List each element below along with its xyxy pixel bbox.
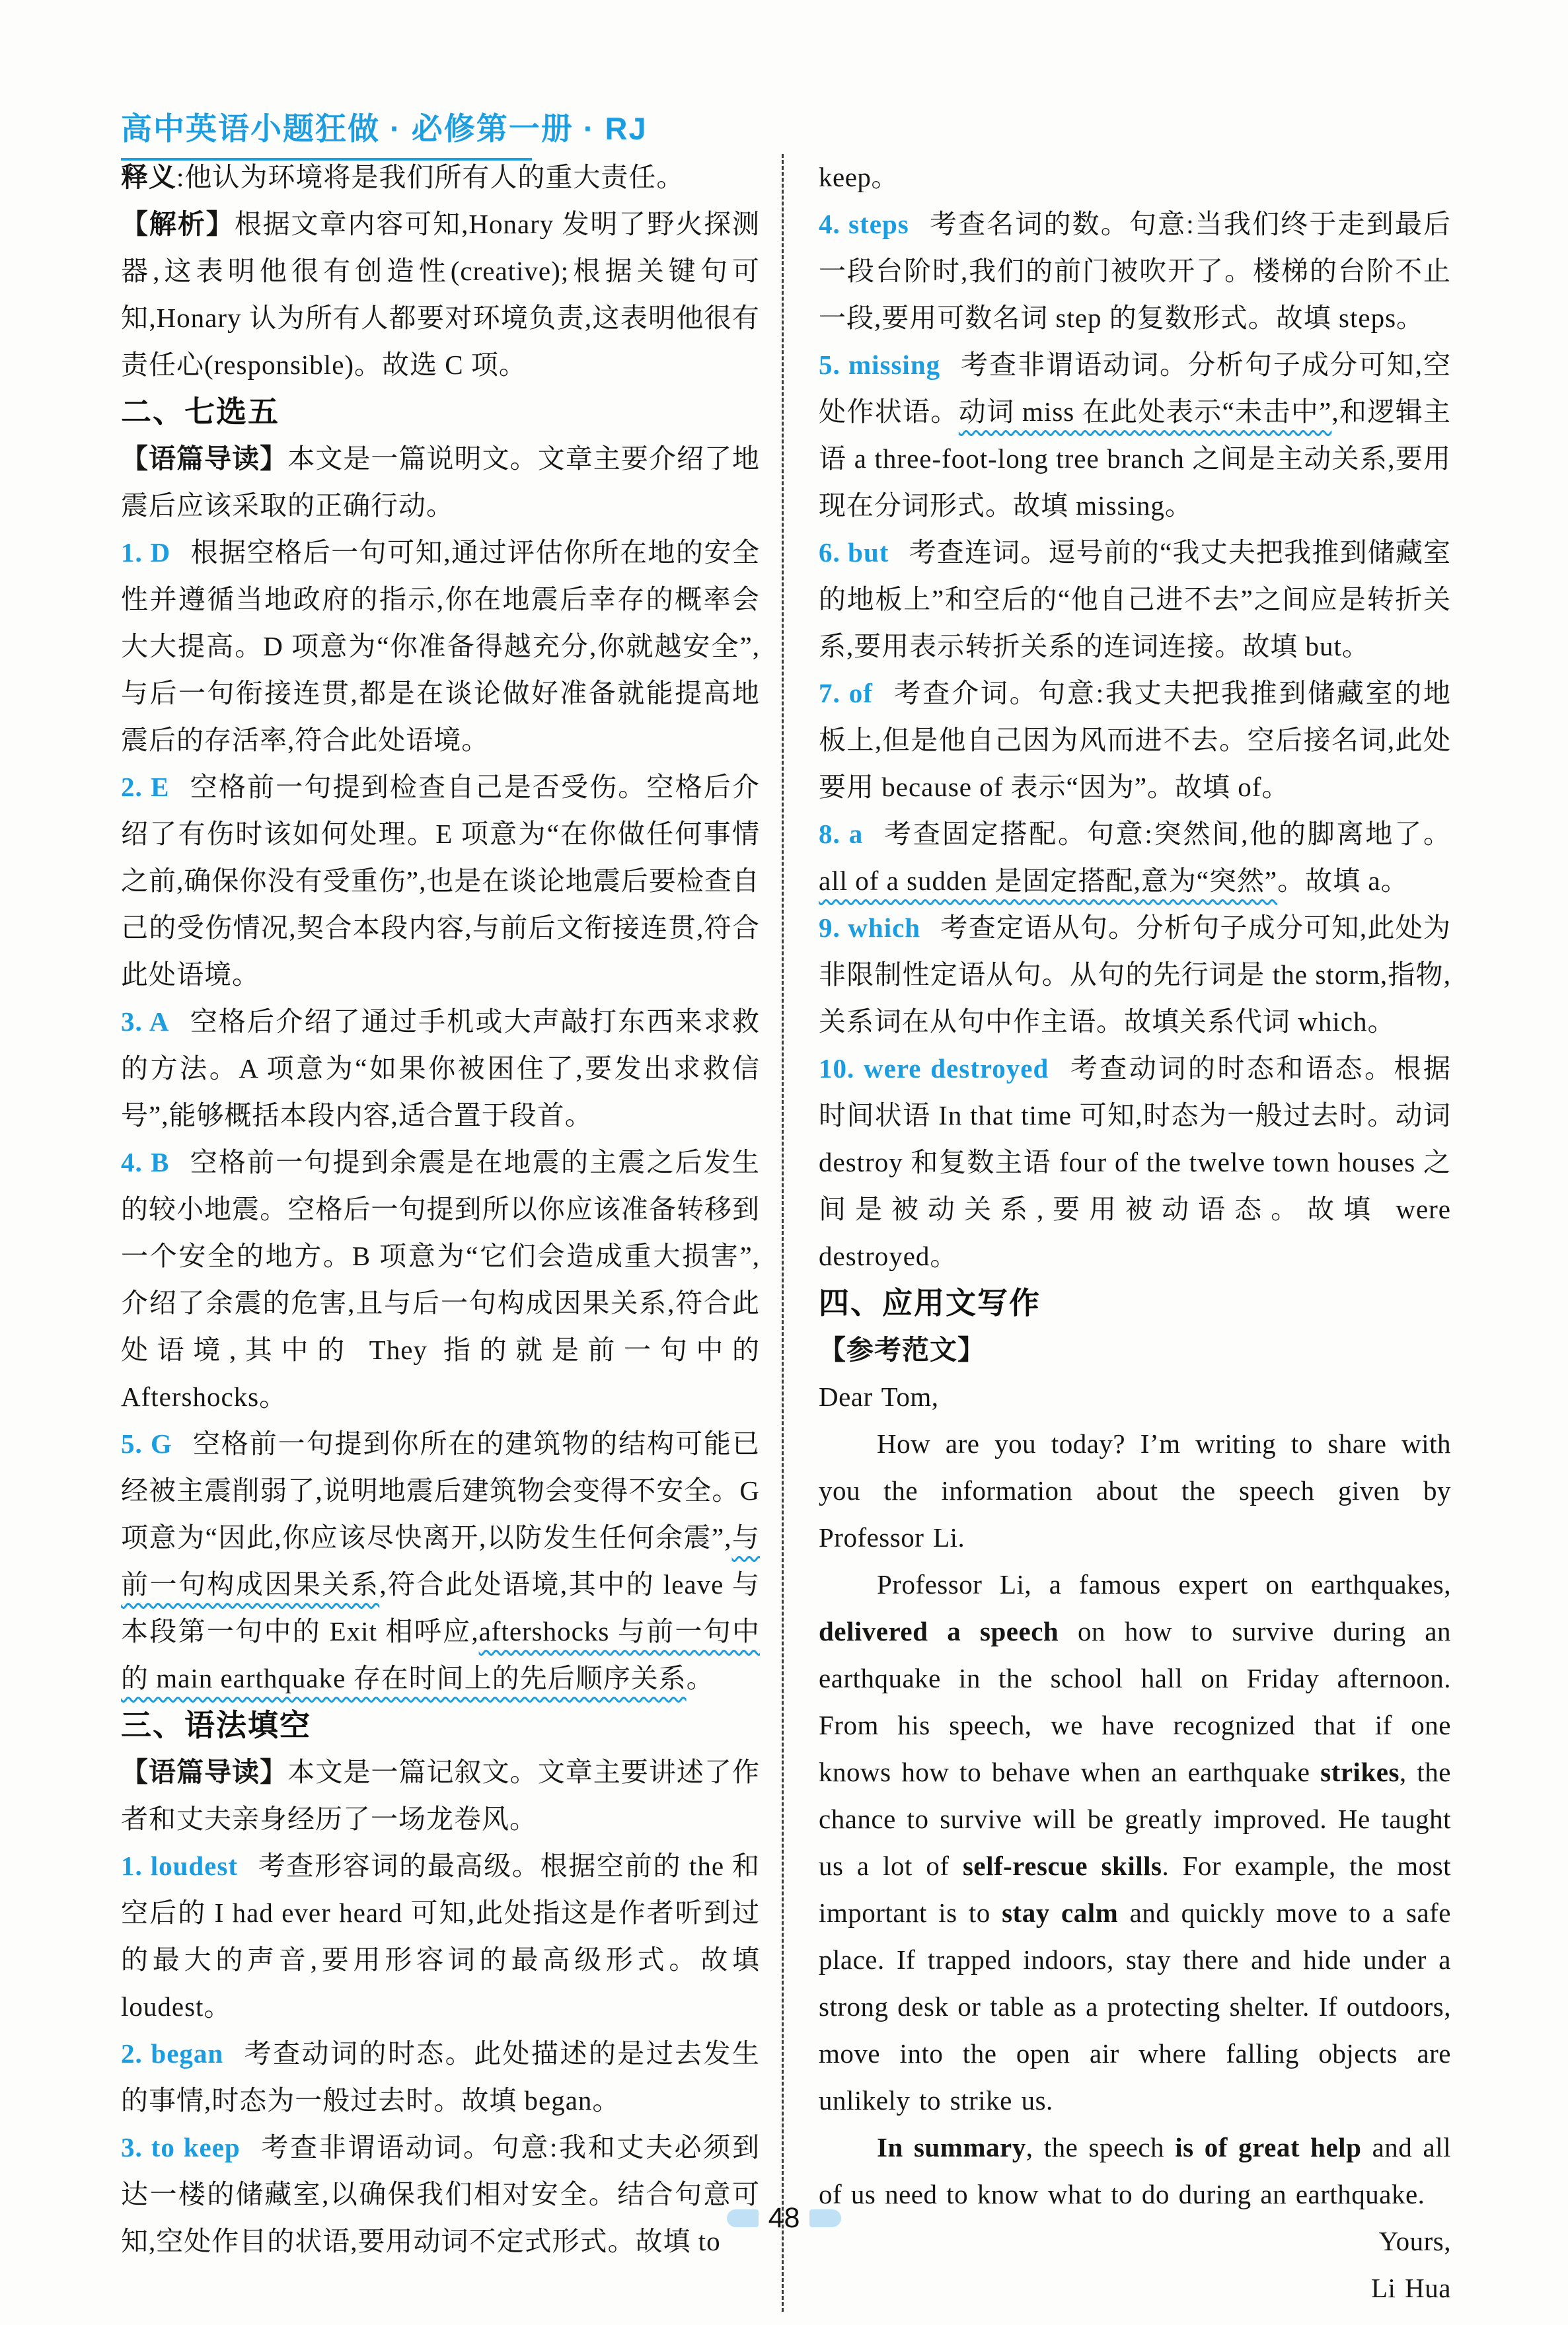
essay-paragraph-1: How are you today? I’m writing to share with you the information about the speech given by Professor Li. [819,1428,1451,1553]
analysis-note: 【解析】根据文章内容可知,Honary 发明了野火探测器,这表明他很有创造性(creative);根据关键句可知,Honary 认为所有人都要对环境负责,这表明他很有责任心(responsible)。故选 C 项。 [121,209,761,380]
essay-paragraph-2: Professor Li, a famous expert on earthquakes, delivered a speech on how to survive during an earthquake in the school hall on Friday afternoon. From his speech, we have recognized that if one knows how to behave when an earthquake strikes, the chance to survive will be greatly improved. He taught us a lot of self-rescue skills. For example, the most important is to stay calm and quickly move to a safe place. If trapped indoors, stay there and hide under a strong desk or table as a protecting shelter. If outdoors, move into the open air where falling objects are unlikely to strike us. [819,1569,1451,2116]
grammar-item-4: 4. steps 考查名词的数。句意:当我们终于走到最后一段台阶时,我们的前门被吹开了。楼梯的台阶不止一段,要用可数名词 step 的复数形式。故填 steps。 [819,209,1451,333]
grammar-item-3: 3. to keep 考查非谓语动词。句意:我和丈夫必须到达一楼的储藏室,以确保我们相对安全。结合句意可知,空处作目的状语,要用动词不定式形式。故填 to [121,2132,761,2256]
grammar-item-8: 8. a 考查固定搭配。句意:突然间,他的脚离地了。all of a sudden 是固定搭配,意为“突然”。故填 a。 [819,819,1451,896]
grammar-item-3-continuation: keep。 [819,162,899,192]
page-header [121,104,648,161]
grammar-item-7: 7. of 考查介词。句意:我丈夫把我推到储藏室的地板上,但是他自己因为风而进不去。空后接名词,此处要用 because of 表示“因为”。故填 of。 [819,678,1451,802]
passage-intro-cloze: 【语篇导读】本文是一篇说明文。文章主要介绍了地震后应该采取的正确行动。 [121,443,761,521]
essay-signature: Li Hua [1371,2273,1451,2303]
answer-item-3: 3. A 空格后介绍了通过手机或大声敲打东西来求救的方法。A 项意为“如果你被困住了,要发出求救信号”,能够概括本段内容,适合置于段首。 [121,1006,760,1130]
answer-item-1: 1. D 根据空格后一句可知,通过评估你所在地的安全性并遵循当地政府的指示,你在地震后幸存的概率会大大提高。D 项意为“你准备得越充分,你就越安全”,与后一句衔接连贯,都是在谈论做好准备就能提高地震后的存活率,符合此处语境。 [121,537,761,755]
essay-paragraph-3: In summary, the speech is of great help and all of us need to know what to do during an earthquake. [819,2132,1451,2209]
book-title: 高中英语小题狂做 · 必修第一册 · RJ [121,111,648,146]
content-columns [121,154,1451,2312]
grammar-item-1: 1. loudest 考查形容词的最高级。根据空前的 the 和空后的 I had ever heard 可知,此处指这是作者听到过的最大的声音,要用形容词的最高级形式。故填 loudest。 [121,1851,760,2022]
model-essay-label-text: 【参考范文】 [819,1335,985,1365]
grammar-item-9: 9. which 考查定语从句。分析句子成分可知,此处为非限制性定语从句。从句的先行词是 the storm,指物,关系词在从句中作主语。故填关系代词 which。 [819,912,1451,1037]
page-number: 48 [768,2202,800,2234]
page-footer [0,2202,1568,2234]
passage-intro-grammar: 【语篇导读】本文是一篇记叙文。文章主要讲述了作者和丈夫亲身经历了一场龙卷风。 [121,1757,761,1834]
answer-item-2: 2. E 空格前一句提到检查自己是否受伤。空格后介绍了有伤时该如何处理。E 项意为“在你做任何事情之前,确保你没有受重伤”,也是在谈论地震后要检查自己的受伤情况,契合本段内容,与前后文衔接连贯,符合此处语境。 [121,772,760,990]
section-title-writing: 四、应用文写作 [819,1286,1041,1320]
column-divider [782,154,784,2312]
model-essay-label [819,1327,1451,1374]
page-number-pill-right [809,2209,841,2227]
essay-salutation: Dear Tom, [819,1382,939,1412]
answer-item-4: 4. B 空格前一句提到余震是在地震的主震之后发生的较小地震。空格后一句提到所以你应该准备转移到一个安全的地方。B 项意为“它们会造成重大损害”,介绍了余震的危害,且与后一句构成因果关系,符合此处语境,其中的 They 指的就是前一句中的 Aftershocks。 [121,1147,760,1412]
essay-closing: Yours, [1378,2226,1451,2256]
right-column [819,154,1451,2312]
section-title-cloze: 二、七选五 [121,394,280,429]
grammar-item-10: 10. were destroyed 考查动词的时态和语态。根据时间状语 In that time 可知,时态为一般过去时。动词 destroy 和复数主语 four of the twelve town houses 之间是被动关系,要用被动语态。故填 were destroyed。 [819,1053,1452,1271]
grammar-item-5: 5. missing 考查非谓语动词。分析句子成分可知,空处作状语。动词 miss 在此处表示“未击中”,和逻辑主语 a three-foot-long tree branch 之间是主动关系,要用现在分词形式。故填 missing。 [819,350,1452,521]
grammar-item-2: 2. began 考查动词的时态。此处描述的是过去发生的事情,时态为一般过去时。故填 began。 [121,2038,760,2116]
left-column [121,154,760,2312]
page-number-pill-left [727,2209,759,2227]
section-title-grammar: 三、语法填空 [121,1708,311,1742]
grammar-item-6: 6. but 考查连词。逗号前的“我丈夫把我推到储藏室的地板上”和空后的“他自己进不去”之间应是转折关系,要用表示转折关系的连词连接。故填 but。 [819,537,1451,661]
answer-item-5: 5. G 空格前一句提到你所在的建筑物的结构可能已经被主震削弱了,说明地震后建筑物会变得不安全。G 项意为“因此,你应该尽快离开,以防发生任何余震”,与前一句构成因果关系,符合此处语境,其中的 leave 与本段第一句中的 Exit 相呼应,aftershocks 与前一句中的 main earthquake 存在时间上的先后顺序关系。 [121,1428,761,1693]
paraphrase-note: 释义:他认为环境将是我们所有人的重大责任。 [121,162,685,192]
